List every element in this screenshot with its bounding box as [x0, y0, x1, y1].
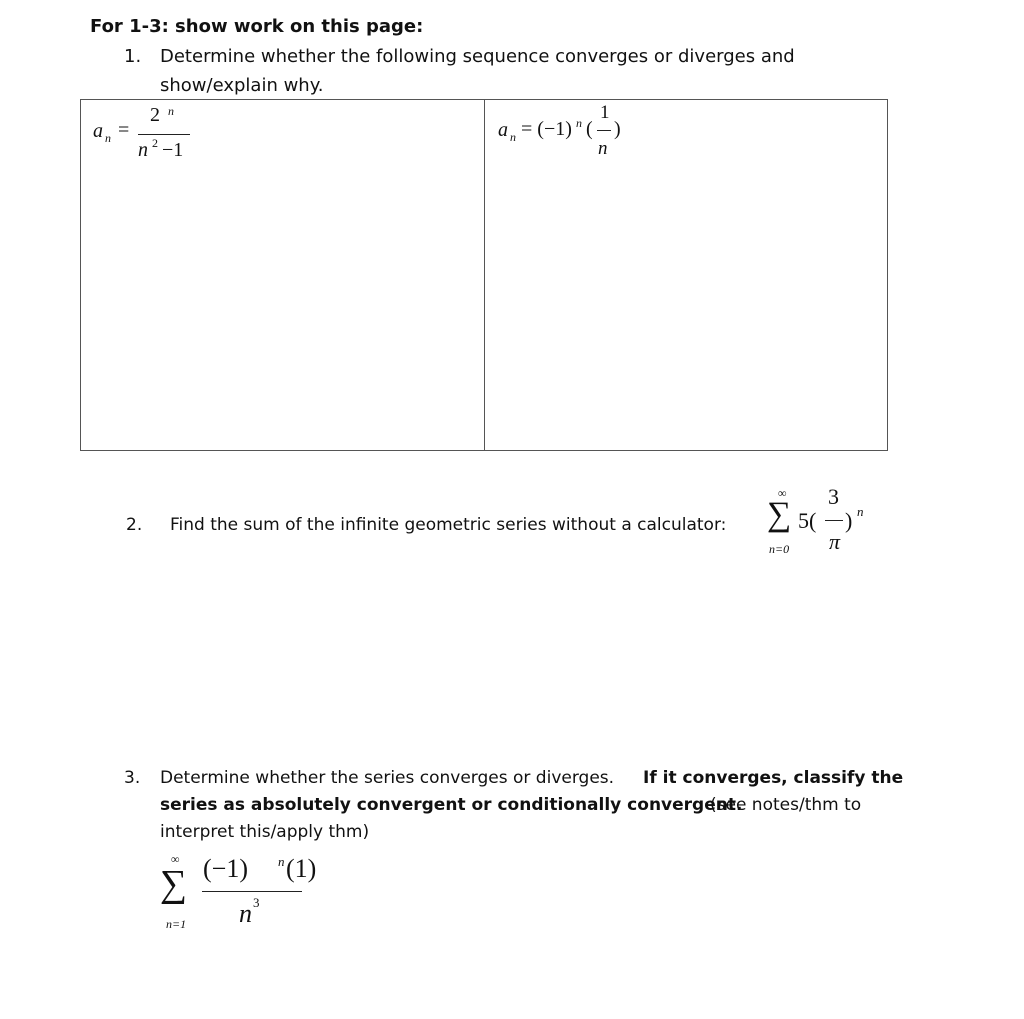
problem-3-line-1-normal: Determine whether the series converges or diverges.	[160, 768, 615, 788]
problem-3-line-2-normal: (see notes/thm to	[710, 795, 862, 815]
problem-3-line-3: interpret this/apply thm)	[160, 822, 370, 842]
problem-3-number: 3.	[124, 768, 141, 788]
series-2-fraction-bar	[825, 520, 843, 521]
series-3-lower-limit: n=1	[166, 917, 187, 931]
series-2-lower-limit: n=0	[769, 542, 790, 556]
formula-a-numerator: 2	[150, 104, 160, 126]
formula-b-open-paren: (	[586, 118, 593, 140]
formula-a-denominator: n	[138, 139, 148, 161]
problem-1-number: 1.	[124, 46, 142, 67]
formula-b-lhs-subscript: n	[510, 130, 516, 144]
formula-b-lhs: a	[498, 119, 508, 141]
formula-b-fraction-denominator: n	[598, 138, 608, 159]
series-3-numerator-exponent: n	[278, 854, 285, 869]
series-3-numerator: (−1)	[203, 854, 248, 883]
series-2-sigma: ∑	[767, 496, 792, 533]
formula-a-denominator-exponent: 2	[152, 136, 158, 150]
problem-3-line-2-bold: series as absolutely convergent or conditionally convergent.	[160, 795, 743, 815]
formula-a-equals: =	[118, 119, 130, 141]
formula-a-lhs: a	[93, 120, 103, 142]
formula-a-numerator-exponent: n	[168, 104, 174, 118]
series-2-fraction-numerator: 3	[828, 484, 839, 509]
page-header: For 1-3: show work on this page:	[90, 16, 424, 37]
problem-1-text-line-1: Determine whether the following sequence converges or diverges and	[160, 46, 795, 67]
formula-a-lhs-subscript: n	[105, 131, 111, 145]
work-table	[80, 99, 888, 451]
series-2-close-paren: )	[845, 508, 853, 533]
series-2-upper-limit: ∞	[778, 486, 787, 500]
problem-3-line-1-bold: If it converges, classify the	[643, 768, 904, 788]
formula-a-fraction-bar	[138, 134, 190, 135]
series-3-numerator-rest: (1)	[286, 854, 317, 883]
problem-2-text: Find the sum of the infinite geometric series without a calculator:	[170, 515, 727, 535]
series-2-coefficient: 5(	[798, 508, 817, 533]
problem-1-text-line-2: show/explain why.	[160, 75, 324, 96]
formula-a-denominator-rest: −1	[162, 139, 184, 161]
table-divider	[484, 100, 485, 450]
formula-b-equals-part: = (−1)	[521, 118, 572, 140]
formula-b-fraction-bar	[597, 130, 611, 131]
series-2-exponent: n	[857, 504, 864, 519]
problem-2-number: 2.	[126, 515, 143, 535]
series-2-fraction-denominator: π	[829, 529, 841, 554]
formula-b-close-paren: )	[614, 118, 621, 140]
formula-b-exponent: n	[576, 116, 582, 130]
series-3-upper-limit: ∞	[171, 852, 180, 866]
series-3-denominator-exponent: 3	[253, 895, 260, 910]
series-3-sigma: ∑	[160, 863, 188, 905]
series-3-denominator: n	[239, 899, 252, 928]
formula-b-fraction-numerator: 1	[600, 102, 610, 123]
series-3-fraction-bar	[202, 891, 302, 892]
